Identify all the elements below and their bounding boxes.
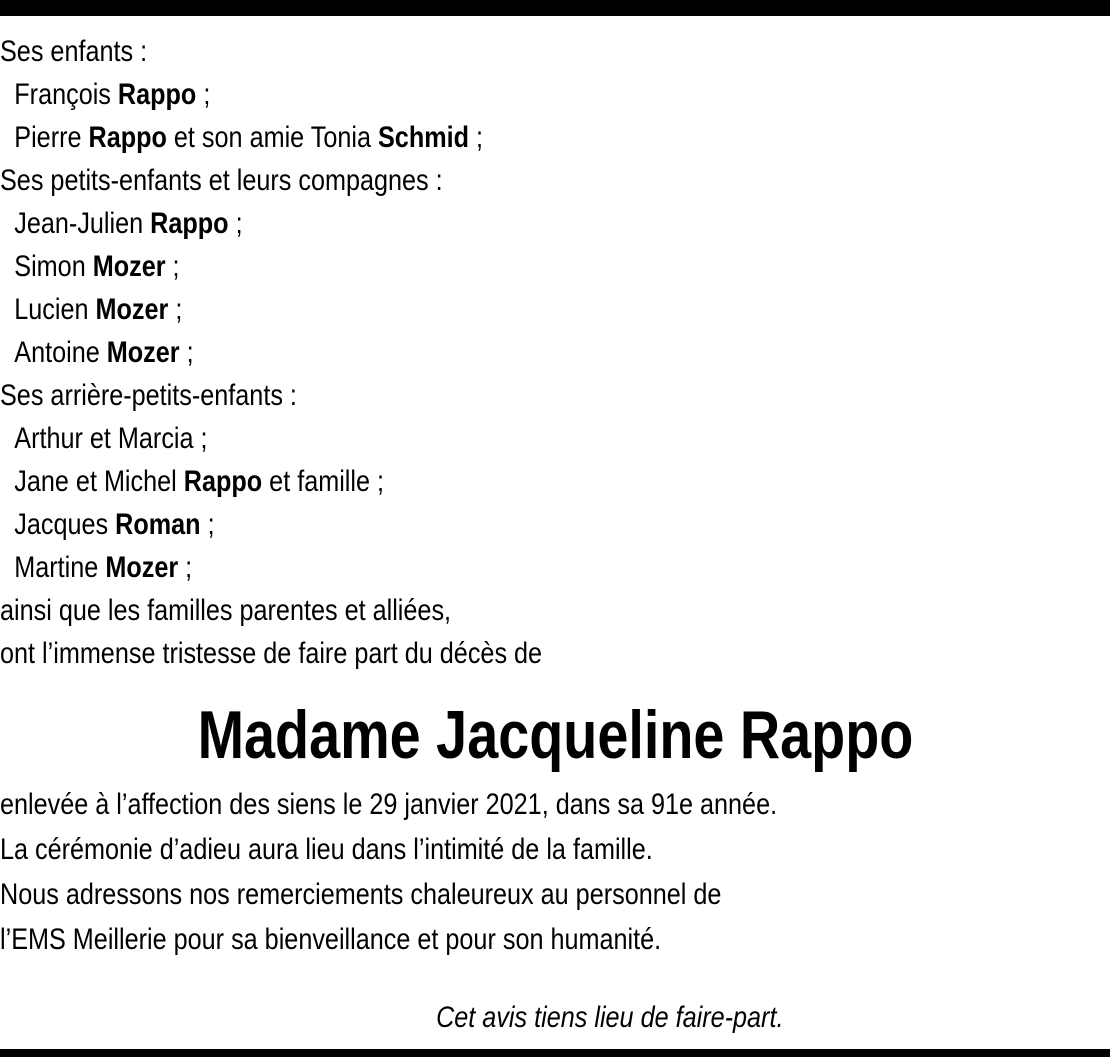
given-name: Jane et Michel <box>14 465 177 498</box>
given-name: Martine <box>14 551 99 584</box>
footer-note <box>0 995 1110 1040</box>
top-border-rule <box>0 0 1110 16</box>
given-name: Lucien <box>14 293 89 326</box>
line-tail: et famille ; <box>269 465 385 498</box>
footer-note-text: Cet avis tiens lieu de faire-part. <box>436 1001 784 1034</box>
surname: Rappo <box>150 207 229 240</box>
line-tail: ; <box>186 336 194 369</box>
line-tail: ; <box>476 121 484 154</box>
list-item <box>0 116 932 159</box>
grandchildren-heading: Ses petits-enfants et leurs compagnes : <box>0 164 443 197</box>
names-text: Arthur et Marcia ; <box>14 422 208 455</box>
closing-paragraph <box>0 782 932 962</box>
companion-surname: Schmid <box>378 121 470 154</box>
bottom-border-rule <box>0 1049 1110 1057</box>
given-name: Antoine <box>14 336 100 369</box>
line-tail: ; <box>203 78 211 111</box>
surname: Mozer <box>95 293 169 326</box>
list-item <box>0 202 932 245</box>
list-item <box>0 331 932 374</box>
deceased-name: Madame Jacqueline Rappo <box>197 697 913 773</box>
closing-line: Nous adressons nos remerciements chaleureux au personnel de <box>0 878 722 911</box>
closing-line: La cérémonie d’adieu aura lieu dans l’intimité de la famille. <box>0 833 653 866</box>
given-name: Jean-Julien <box>14 207 144 240</box>
given-name: Pierre <box>14 121 82 154</box>
children-heading: Ses enfants : <box>0 35 148 68</box>
surname: Rappo <box>88 121 167 154</box>
relatives-line: ainsi que les familles parentes et alliées, <box>0 594 452 627</box>
list-item <box>0 288 932 331</box>
given-name: Simon <box>14 250 86 283</box>
line-tail: ; <box>172 250 180 283</box>
line-tail: ; <box>185 551 193 584</box>
list-item <box>0 460 932 503</box>
surname: Mozer <box>92 250 166 283</box>
closing-line: enlevée à l’affection des siens le 29 janvier 2021, dans sa 91e année. <box>0 788 778 821</box>
deceased-name-heading <box>0 690 1110 780</box>
surname: Mozer <box>105 551 179 584</box>
given-name: François <box>14 78 111 111</box>
list-item <box>0 245 932 288</box>
closing-line: l’EMS Meillerie pour sa bienveillance et pour son humanité. <box>0 923 662 956</box>
surname: Rappo <box>183 465 263 498</box>
surname: Roman <box>115 508 201 541</box>
family-list <box>0 30 932 675</box>
list-item <box>0 417 932 460</box>
line-tail: ; <box>207 508 215 541</box>
companion-text: et son amie Tonia <box>173 121 371 154</box>
list-item <box>0 73 932 116</box>
surname: Rappo <box>117 78 197 111</box>
list-item <box>0 503 932 546</box>
great-grandchildren-heading: Ses arrière-petits-enfants : <box>0 379 297 412</box>
surname: Mozer <box>106 336 180 369</box>
line-tail: ; <box>235 207 243 240</box>
given-name: Jacques <box>14 508 109 541</box>
announcement-line: ont l’immense tristesse de faire part du décès de <box>0 637 543 670</box>
list-item <box>0 546 932 589</box>
line-tail: ; <box>175 293 183 326</box>
